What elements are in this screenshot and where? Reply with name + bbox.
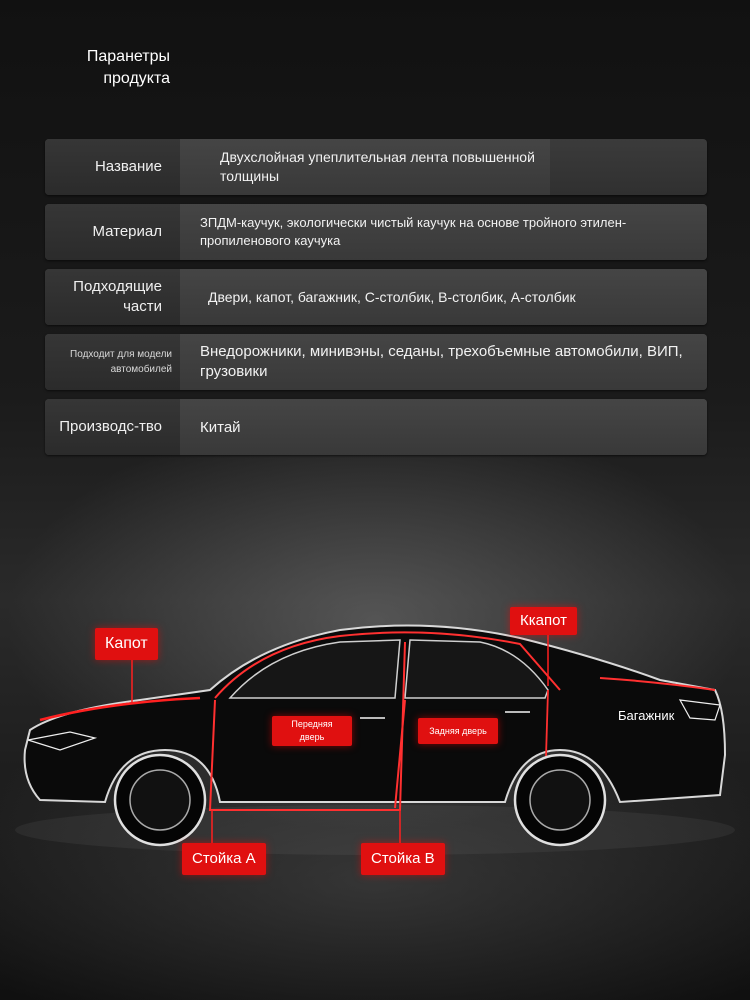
param-label: Подходящие части — [45, 269, 180, 325]
params-table — [45, 139, 707, 464]
param-label: Материал — [45, 204, 180, 260]
page-title: Паранетры продукта — [86, 48, 170, 87]
tag-front-door: Передняя дверь — [272, 716, 352, 746]
param-label: Подходит для модели автомобилей — [45, 334, 180, 390]
param-value: ЗПДМ-каучук, экологически чистый каучук на основе тройного этилен-пропиленового каучука — [180, 204, 707, 260]
param-label: Название — [45, 139, 180, 195]
tag-hood: Капот — [95, 628, 158, 660]
tag-pillar-a: Стойка А — [182, 843, 266, 875]
tag-hood-rear: Ккапот — [510, 607, 577, 635]
tag-rear-door: Задняя дверь — [418, 718, 498, 744]
param-value: Внедорожники, минивэны, седаны, трехобъемные автомобили, ВИП, грузовики — [180, 334, 707, 390]
trunk-label: Багажник — [618, 708, 675, 723]
param-row-parts — [45, 269, 707, 325]
tag-pillar-b: Стойка В — [361, 843, 445, 875]
car-labels — [0, 590, 750, 890]
param-row-models — [45, 334, 707, 390]
param-row-material — [45, 204, 707, 260]
param-row-name — [45, 139, 707, 195]
param-value: Двери, капот, багажник, С-столбик, В-столбик, А-столбик — [180, 269, 707, 325]
param-row-origin — [45, 399, 707, 455]
param-label: Производс-тво — [45, 399, 180, 455]
param-value: Китай — [180, 399, 707, 455]
param-value: Двухслойная упеплительная лента повышенной толщины — [180, 139, 550, 195]
